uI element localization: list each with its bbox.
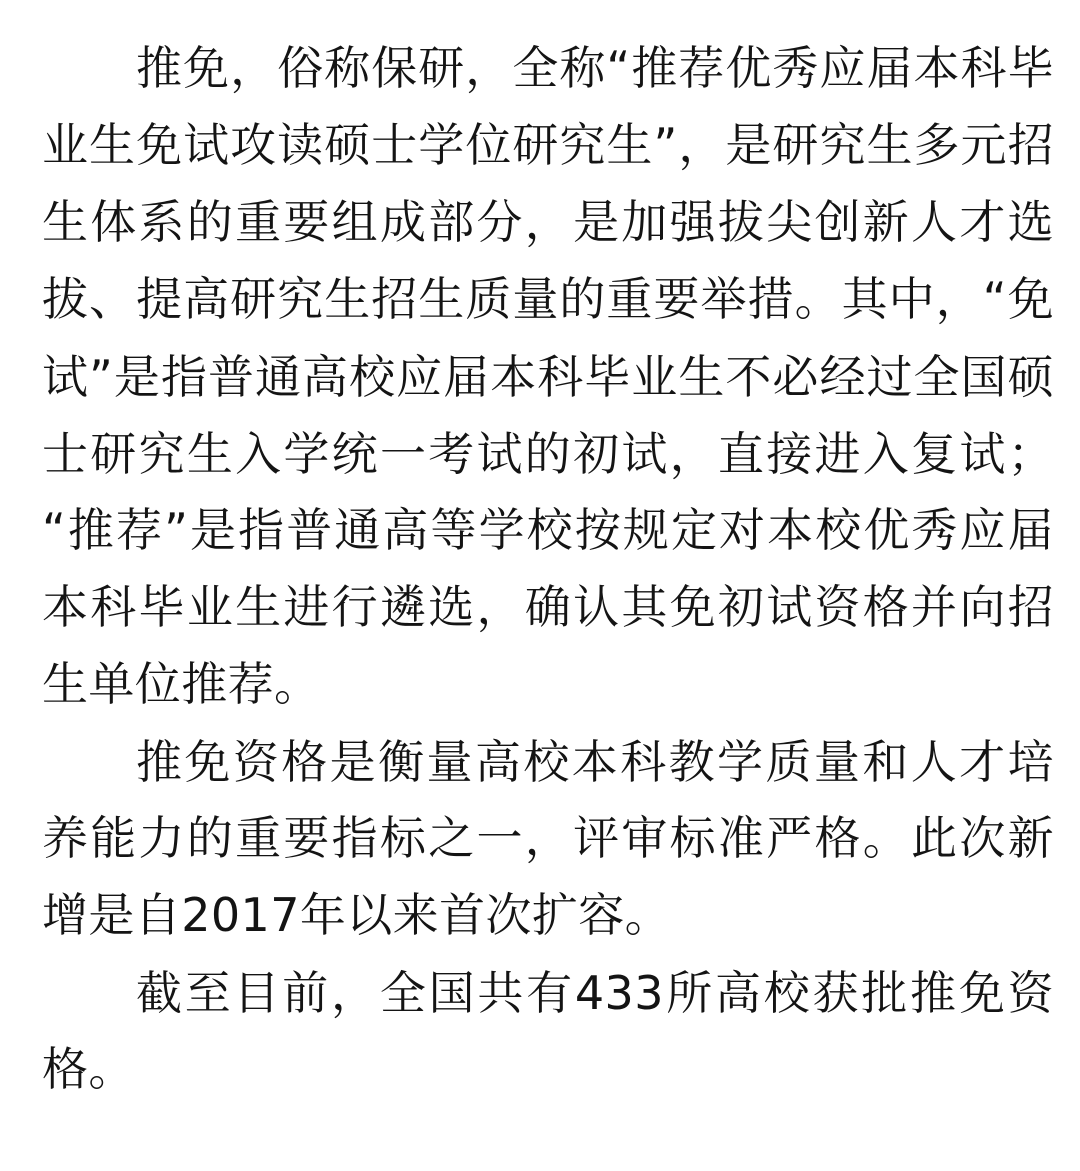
paragraph-1-line-7: “推荐”是指普通高等学校按规定对本校优秀应届 — [42, 503, 1054, 557]
paragraph-1-line-3: 生体系的重要组成部分，是加强拔尖创新人才选 — [42, 195, 1054, 249]
paragraph-1-line-4: 拔、提高研究生招生质量的重要举措。其中，“免 — [42, 272, 1054, 326]
paragraph-3-line-2: 格。 — [42, 1042, 135, 1096]
paragraph-2-line-3: 增是自2017年以来首次扩容。 — [42, 888, 672, 942]
paragraph-1-line-5: 试”是指普通高校应届本科毕业生不必经过全国硕 — [42, 350, 1054, 404]
paragraph-3-line-1: 截至目前，全国共有433所高校获批推免资 — [136, 966, 1054, 1020]
paragraph-1-line-8: 本科毕业生进行遴选，确认其免初试资格并向招 — [42, 580, 1054, 634]
paragraph-1-line-2: 业生免试攻读硕士学位研究生”，是研究生多元招 — [42, 118, 1054, 172]
paragraph-1-line-9: 生单位推荐。 — [42, 657, 321, 711]
paragraph-2-line-2: 养能力的重要指标之一，评审标准严格。此次新 — [42, 811, 1054, 865]
paragraph-2-line-1: 推免资格是衡量高校本科教学质量和人才培 — [136, 735, 1054, 789]
paragraph-1-line-1: 推免，俗称保研，全称“推荐优秀应届本科毕 — [136, 41, 1054, 95]
paragraph-1-line-6: 士研究生入学统一考试的初试，直接进入复试； — [42, 427, 1054, 481]
